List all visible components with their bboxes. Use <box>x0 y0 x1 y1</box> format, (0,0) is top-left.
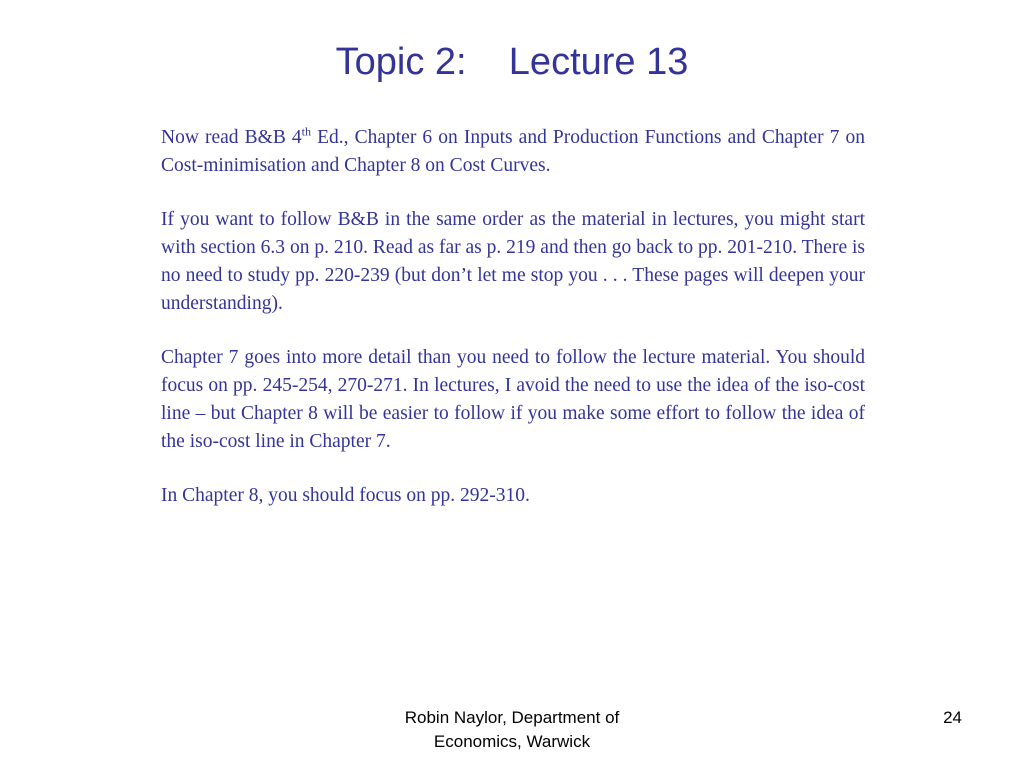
footer-author-line-1: Robin Naylor, Department of <box>404 708 620 727</box>
paragraph-chapter-7: Chapter 7 goes into more detail than you need to follow the lecture material. You should focus on pp. 245-254, 270-271. In lectures, I avoid the need to use the idea of the iso-cost line – but Chapter 8 will be easier to follow if you make some effort to follow the idea of the iso-cost line in Chapter 7. <box>161 347 865 452</box>
paragraph-1-end: Ed., Chapter 6 on Inputs and Production Functions and Chapter 7 on Cost-minimisation and Chapter 8 on Cost Curves. <box>161 127 865 176</box>
footer-author-line-2: Economics, Warwick <box>433 732 591 751</box>
paragraph-reading-intro <box>161 124 865 180</box>
paragraph-1-start: Now read B&B 4 <box>161 127 302 148</box>
paragraph-chapter-8: In Chapter 8, you should focus on pp. 292-310. <box>161 485 530 506</box>
slide-title: Topic 2: Lecture 13 <box>335 41 689 83</box>
slide-body <box>161 124 865 536</box>
page-number: 24 <box>943 708 962 727</box>
edition-superscript: th <box>301 124 312 139</box>
footer-author <box>362 706 662 754</box>
paragraph-reading-order: If you want to follow B&B in the same order as the material in lectures, you might start with section 6.3 on p. 210. Read as far as p. 219 and then go back to pp. 201-210. There is no need to study pp. 220-239 (but don’t let me stop you . . . These pages will deepen your understanding). <box>161 209 865 314</box>
